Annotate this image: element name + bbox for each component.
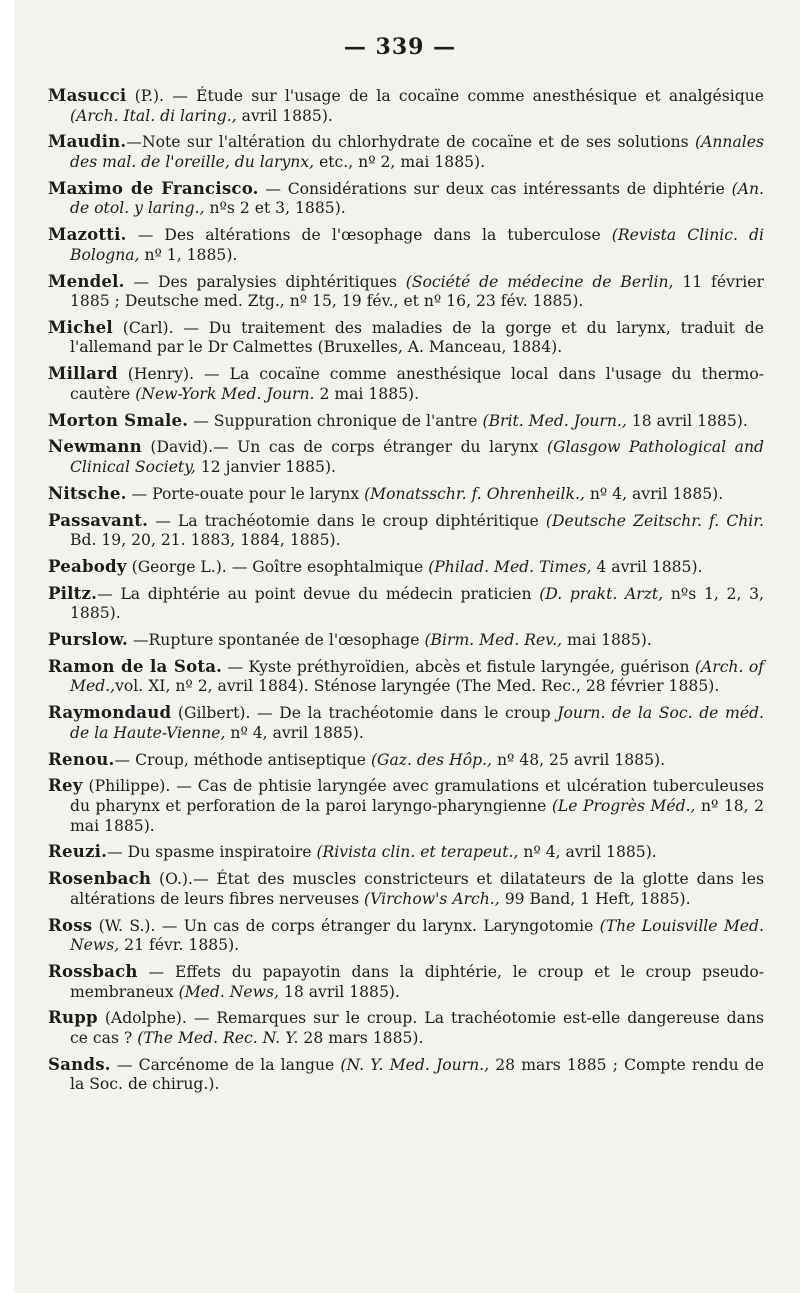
bibliography-entry	[48, 842, 764, 863]
author-name: Ramon de la Sota.	[48, 655, 223, 676]
entry-reference: (Brit. Med. Journ.,	[482, 411, 627, 430]
entry-details: vol. XI, nº 2, avril 1884). Sténose laryngée (The Med. Rec., 28 février 1885).	[115, 677, 720, 696]
entry-reference: (Arch. of Med.,	[70, 657, 764, 696]
entry-details: nºs 2 et 3, 1885).	[204, 199, 346, 218]
entry-title: — Effets du papayotin dans la diphtérie, le croup et le croup pseudo-membraneux	[70, 962, 764, 1001]
bibliography-entry	[48, 86, 764, 126]
author-name: Piltz.	[48, 582, 98, 603]
entry-details: nº 18, 2 mai 1885).	[70, 797, 764, 835]
bibliography-entry	[48, 1008, 764, 1048]
bibliography-list	[48, 86, 764, 1101]
entry-title: — La trachéotomie dans le croup diphtéritique	[148, 511, 546, 530]
entry-reference: (Annales des mal. de l'oreille, du larynx,	[70, 133, 764, 171]
author-given-name: (Henry).	[117, 365, 195, 384]
entry-details: etc., nº 2, mai 1885).	[314, 152, 486, 171]
author-name: Maximo de Francisco.	[48, 177, 259, 198]
author-given-name: (W. S.).	[92, 916, 156, 935]
entry-reference: (The Med. Rec. N. Y.	[137, 1028, 299, 1047]
entry-details: nº 48, 25 avril 1885).	[491, 750, 666, 769]
bibliography-entry	[48, 318, 764, 358]
entry-reference: (Revista Clinic. di Bologna,	[70, 226, 764, 264]
entry-details: nº 4, avril 1885).	[584, 484, 724, 503]
author-name: Nitsche.	[48, 482, 127, 503]
entry-title: — La cocaïne comme anesthésique local dans l'usage du thermo-cautère	[70, 365, 764, 403]
bibliography-entry	[48, 916, 764, 956]
entry-title: — Du spasme inspiratoire	[107, 843, 317, 862]
entry-details: mai 1885).	[562, 631, 652, 650]
entry-details: 99 Band, 1 Heft, 1885).	[499, 889, 691, 908]
entry-details: 4 avril 1885).	[591, 557, 703, 576]
entry-details: 18 avril 1885).	[278, 982, 400, 1001]
author-name: Mendel.	[48, 270, 125, 291]
author-given-name: (Adolphe).	[97, 1009, 187, 1028]
bibliography-entry	[48, 962, 764, 1002]
author-name: Rey	[48, 775, 83, 796]
entry-reference: (Glasgow Pathological and Clinical Society,	[70, 438, 764, 476]
entry-title: — Un cas de corps étranger du larynx. Laryngotomie	[155, 916, 600, 935]
entry-title: — Porte-ouate pour le larynx	[126, 484, 365, 503]
entry-reference: (The Louisville Med. News,	[70, 916, 764, 955]
entry-reference: (An. de otol. y laring.,	[70, 179, 764, 218]
bibliography-entry	[48, 750, 764, 771]
entry-title: —Note sur l'altération du chlorhydrate de cocaïne et de ses solutions	[126, 133, 696, 152]
entry-title: — État des muscles constricteurs et dilatateurs de la glotte dans les altérations de leurs fibres nerveuses	[70, 870, 764, 908]
entry-title: — Carcénome de la langue	[110, 1055, 341, 1074]
author-name: Peabody	[48, 555, 127, 576]
entry-reference: (Le Progrès Méd.,	[551, 797, 696, 815]
entry-reference: (Rivista clin. et terapeut.,	[316, 843, 519, 862]
bibliography-entry	[48, 437, 764, 477]
entry-details: nº 4, avril 1885).	[225, 723, 364, 742]
bibliography-entry	[48, 132, 764, 172]
entry-title: — Du traitement des maladies de la gorge et du larynx, traduit de l'allemand par le Dr Calmettes	[70, 318, 764, 357]
author-name: Millard	[48, 363, 118, 384]
entry-reference: (Société de médecine de Berlin,	[405, 272, 674, 291]
author-name: Passavant.	[48, 509, 149, 530]
entry-details: nº 4, avril 1885).	[518, 843, 657, 862]
entry-title: — Étude sur l'usage de la cocaïne comme anesthésique et analgésique	[164, 87, 764, 105]
author-given-name: (O.).	[151, 870, 193, 889]
entry-details: 28 mars 1885).	[298, 1028, 424, 1047]
bibliography-entry	[48, 584, 764, 624]
entry-title: — De la trachéotomie dans le croup	[250, 704, 558, 723]
author-given-name: (Carl).	[112, 318, 174, 337]
author-name: Rupp	[48, 1007, 98, 1028]
entry-title: — Un cas de corps étranger du larynx	[213, 438, 547, 457]
entry-reference: (Philad. Med. Times,	[428, 557, 592, 576]
entry-details: 28 mars 1885 ; Compte rendu de la Soc. de chirug.).	[70, 1055, 764, 1094]
author-name: Maudin.	[48, 131, 127, 152]
author-name: Rosenbach	[48, 868, 152, 889]
page-left-margin	[0, 0, 14, 1293]
author-given-name: (George L.).	[126, 557, 227, 576]
entry-title: — Croup, méthode antiseptique	[114, 750, 371, 769]
entry-details: 21 févr. 1885).	[119, 936, 240, 955]
author-name: Reuzi.	[48, 841, 108, 862]
entry-reference: (Virchow's Arch.,	[364, 889, 500, 908]
bibliography-entry	[48, 511, 764, 551]
bibliography-entry	[48, 630, 764, 651]
entry-reference: (New-York Med. Journ.	[135, 384, 315, 403]
entry-title: — Kyste préthyroïdien, abcès et fistule laryngée, guérison	[222, 657, 695, 676]
entry-title: — Des paralysies diphtéritiques	[124, 272, 406, 291]
entry-title: — Considérations sur deux cas intéressants de diphtérie	[258, 179, 732, 198]
entry-details: 12 janvier 1885).	[195, 458, 336, 476]
entry-reference: (Med. News,	[178, 982, 279, 1001]
author-name: Morton Smale.	[48, 409, 189, 430]
author-name: Raymondaud	[48, 702, 172, 723]
entry-reference: (Arch. Ital. di laring.,	[70, 106, 237, 125]
bibliography-entry	[48, 557, 764, 578]
entry-details: nº 1, 1885).	[139, 245, 238, 264]
author-name: Sands.	[48, 1053, 111, 1074]
author-name: Renou.	[48, 748, 115, 769]
author-name: Masucci	[48, 85, 127, 105]
bibliography-entry	[48, 703, 764, 743]
author-name: Newmann	[48, 436, 142, 457]
entry-details: nºs 1, 2, 3, 1885).	[70, 584, 765, 623]
bibliography-entry	[48, 869, 764, 909]
author-given-name: (P.).	[126, 87, 165, 105]
author-given-name: (Gilbert).	[171, 704, 251, 723]
entry-title: — Des altérations de l'œsophage dans la tuberculose	[126, 226, 612, 245]
entry-reference: (Birm. Med. Rev.,	[424, 631, 563, 650]
author-name: Mazotti.	[48, 224, 127, 245]
entry-details: 11 février 1885 ; Deutsche med. Ztg., nº 15, 19 fév., et nº 16, 23 fév. 1885).	[70, 272, 764, 311]
author-name: Michel	[48, 316, 113, 337]
bibliography-entry	[48, 411, 764, 432]
entry-reference: Journ. de la Soc. de méd. de la Haute-Vienne,	[70, 704, 764, 742]
author-name: Ross	[48, 914, 93, 935]
bibliography-entry	[48, 364, 764, 404]
entry-reference: (N. Y. Med. Journ.,	[340, 1055, 490, 1074]
bibliography-entry	[48, 225, 764, 265]
entry-details: (Bruxelles, A. Manceau, 1884).	[317, 338, 563, 357]
entry-title: — Suppuration chronique de l'antre	[188, 411, 483, 430]
entry-details: 18 avril 1885).	[626, 411, 748, 430]
entry-details: avril 1885).	[236, 106, 333, 125]
author-given-name: (David).	[141, 438, 214, 457]
entry-reference: (Gaz. des Hôp.,	[370, 750, 492, 769]
entry-reference: (D. prakt. Arzt,	[539, 584, 664, 603]
bibliography-entry	[48, 1055, 764, 1095]
bibliography-entry	[48, 776, 764, 836]
bibliography-entry	[48, 179, 764, 219]
entry-title: — La diphtérie au point devue du médecin praticien	[97, 584, 540, 603]
entry-details: Bd. 19, 20, 21. 1883, 1884, 1885).	[70, 531, 341, 550]
bibliography-entry	[48, 272, 764, 312]
entry-title: — Goître esophtalmique	[226, 557, 429, 576]
bibliography-entry	[48, 484, 764, 505]
entry-reference: (Monatsschr. f. Ohrenheilk.,	[364, 484, 585, 503]
author-given-name: (Philippe).	[82, 777, 171, 796]
entry-title: — Cas de phtisie laryngée avec gramulations et ulcération tuberculeuses du pharynx et perforation de la paroi laryngo-pharyngienne	[70, 777, 764, 815]
author-name: Rossbach	[48, 960, 138, 981]
entry-details: 2 mai 1885).	[314, 384, 420, 403]
page-number: — 339 —	[343, 34, 457, 60]
entry-reference: (Deutsche Zeitschr. f. Chir.	[545, 511, 764, 530]
entry-title: — Remarques sur le croup. La trachéotomie est-elle dangereuse dans ce cas ?	[70, 1009, 764, 1047]
author-name: Purslow.	[48, 629, 128, 650]
bibliography-entry	[48, 657, 764, 697]
entry-title: —Rupture spontanée de l'œsophage	[128, 631, 425, 650]
